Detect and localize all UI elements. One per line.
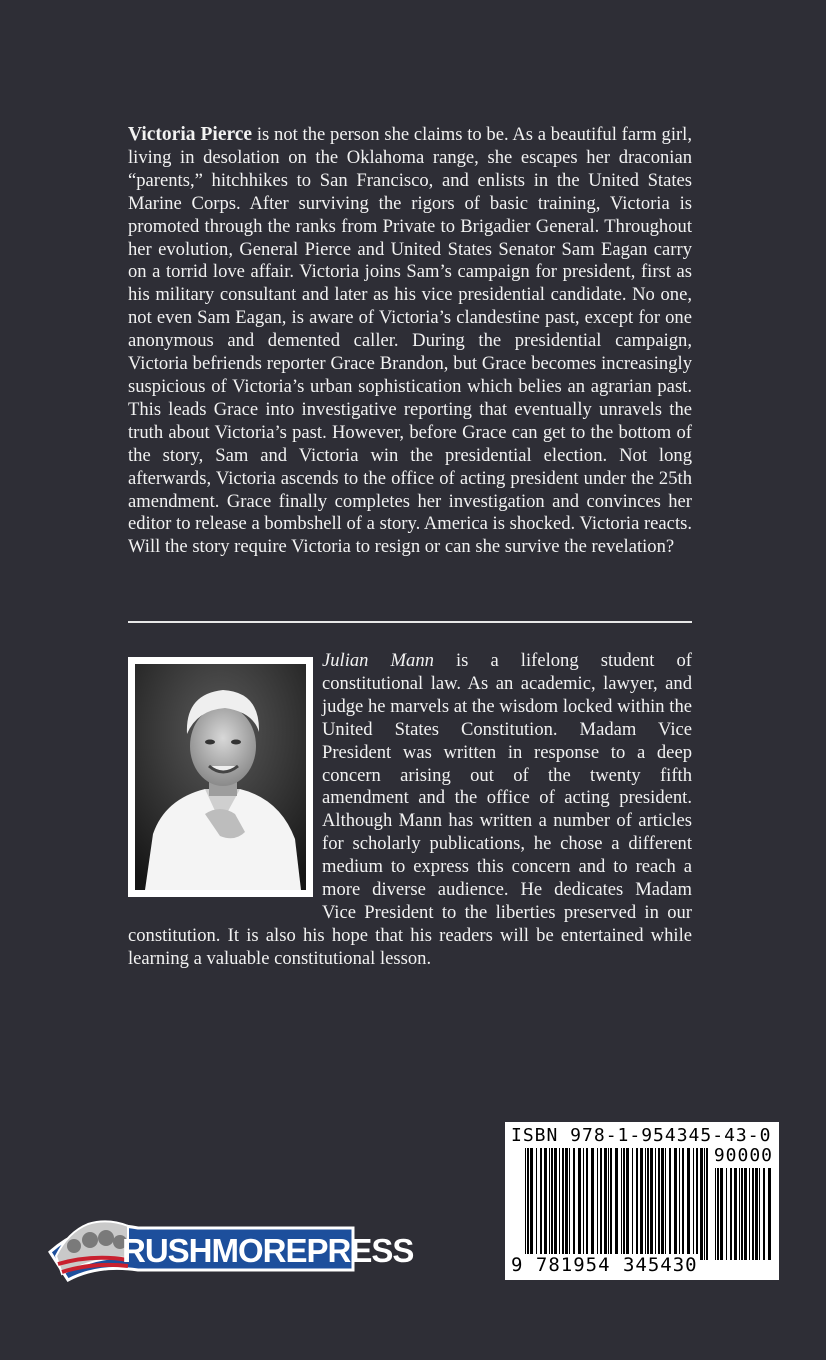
barcode-bar — [549, 1148, 550, 1260]
isbn-label: ISBN 978-1-954345-43-0 — [511, 1125, 772, 1146]
barcode-bar — [665, 1148, 666, 1260]
barcode-bar — [623, 1148, 625, 1260]
blurb-text: is not the person she claims to be. As a beautiful farm girl, living in desolation on the Oklahoma range, she escapes her draconian “parents,” hitchhikes to San Francisco, and enlists in the United States Marine Corps. After surviving the rigors of basic training, Victoria is promoted through the ranks from Private to Brigadier General. Throughout her evolution, General Pierce and United States Senator Sam Eagan carry on a torrid love affair. Victoria joins Sam’s campaign for president, first as his military consultant and later as his vice presidential candidate. No one, not even Sam Eagan, is aware of Victoria’s clandestine past, except for one anonymous and demented caller. During the presidential campaign, Victoria befriends reporter Grace Brandon, but Grace becomes increasingly suspicious of Victoria’s urban sophistication which belies an agrarian past. This leads Grace into investigative reporting that eventually unravels the truth about Victoria’s past. However, before Grace can get to the bottom of the story, Sam and Victoria win the presidential election. Not long afterwards, Victoria ascends to the office of acting president under the 25th amendment. Grace finally completes her investigation and convinces her editor to release a bombshell of a story. America is shocked. Victoria reacts. Will the story require Victoria to resign or can she survive the revelation? — [128, 124, 692, 558]
barcode-bar — [749, 1168, 750, 1260]
barcode-bar — [647, 1148, 649, 1260]
barcode-bar — [525, 1148, 526, 1260]
barcode-bar — [615, 1148, 618, 1260]
back-cover-blurb — [128, 124, 692, 559]
barcode-bar — [650, 1148, 653, 1260]
barcode-bar — [704, 1148, 705, 1260]
author-name: Julian Mann — [322, 650, 434, 671]
barcode-bar — [626, 1148, 629, 1260]
barcode-bar — [752, 1168, 754, 1260]
publisher-name-part2: PRESS — [306, 1232, 414, 1269]
barcode-bar — [726, 1168, 727, 1260]
barcode-bar — [655, 1148, 656, 1260]
barcode-bar — [540, 1148, 542, 1260]
barcode-bar — [544, 1148, 547, 1260]
barcode-bar — [645, 1148, 646, 1260]
barcode-bar — [610, 1148, 612, 1260]
barcode-bar — [679, 1148, 680, 1260]
barcode-bar — [759, 1168, 760, 1260]
barcode-bar — [661, 1148, 664, 1260]
barcode-bar — [586, 1148, 588, 1260]
barcode-bar — [763, 1168, 765, 1260]
blurb-lead-name: Victoria Pierce — [128, 124, 253, 145]
barcode-bar — [554, 1148, 557, 1260]
section-divider — [128, 621, 692, 623]
barcode-bar — [720, 1168, 723, 1260]
author-bio — [128, 650, 692, 971]
photo-space — [128, 650, 322, 902]
barcode-bar — [755, 1168, 758, 1260]
barcode-bar — [730, 1168, 732, 1260]
barcode-bar — [551, 1148, 553, 1260]
barcode-bar — [669, 1148, 671, 1260]
barcode-bar — [734, 1168, 737, 1260]
barcode-bar — [591, 1148, 594, 1260]
ean-digits: 9 781954 345430 — [511, 1254, 698, 1276]
barcode-bar — [536, 1148, 537, 1260]
barcode-bar — [636, 1148, 638, 1260]
barcode-bar — [600, 1148, 602, 1260]
barcode-bar — [744, 1168, 747, 1260]
price-code: 90000 — [713, 1145, 773, 1166]
barcode-bar — [741, 1168, 743, 1260]
barcode-bar — [621, 1148, 622, 1260]
barcode-bar — [682, 1148, 684, 1260]
barcode-bar — [640, 1148, 643, 1260]
isbn-barcode — [505, 1122, 779, 1280]
publisher-name-part1: RUSHMORE — [122, 1232, 307, 1269]
barcode-bar — [632, 1148, 633, 1260]
barcode-bar — [693, 1148, 694, 1260]
barcode-bar — [687, 1148, 690, 1260]
publisher-name — [122, 1232, 414, 1270]
barcode-bar — [696, 1148, 698, 1260]
barcode-bar — [527, 1148, 529, 1260]
barcode-bar — [583, 1148, 584, 1260]
bio-text: is a lifelong student of constitutional law. As an academic, lawyer, and judge he marvels at the wisdom locked within the United States Constitution. Madam Vice President was written in response to a deep concern arising out of the twenty fifth amendment and the office of acting president. Although Mann has written a number of articles for scholarly publications, he chose a different medium to express this concern and to reach a more diverse audience. He dedicates Madam Vice President to the liberties preserved in our constitution. It is also his hope that his readers will be entertained while learning a valuable constitutional lesson. — [128, 650, 692, 969]
rushmore-press-logo — [48, 1212, 414, 1282]
addon-bars — [715, 1168, 773, 1260]
barcode-bar — [608, 1148, 609, 1260]
barcode-bar — [739, 1168, 740, 1260]
barcode-bar — [604, 1148, 607, 1260]
barcode-bar — [562, 1148, 564, 1260]
barcode-bar — [717, 1168, 719, 1260]
barcode-bar — [597, 1148, 598, 1260]
barcode-bar — [559, 1148, 560, 1260]
barcode-bar — [658, 1148, 660, 1260]
barcode-bar — [569, 1148, 570, 1260]
barcode-bar — [674, 1148, 677, 1260]
barcode-bar — [700, 1148, 703, 1260]
barcode-bar — [578, 1148, 581, 1260]
barcode-bar — [573, 1148, 575, 1260]
barcode-bar — [706, 1148, 708, 1260]
barcode-bar — [530, 1148, 533, 1260]
ean-bars — [525, 1148, 709, 1260]
barcode-bar — [565, 1148, 568, 1260]
barcode-bar — [768, 1168, 771, 1260]
barcode-bar — [715, 1168, 716, 1260]
